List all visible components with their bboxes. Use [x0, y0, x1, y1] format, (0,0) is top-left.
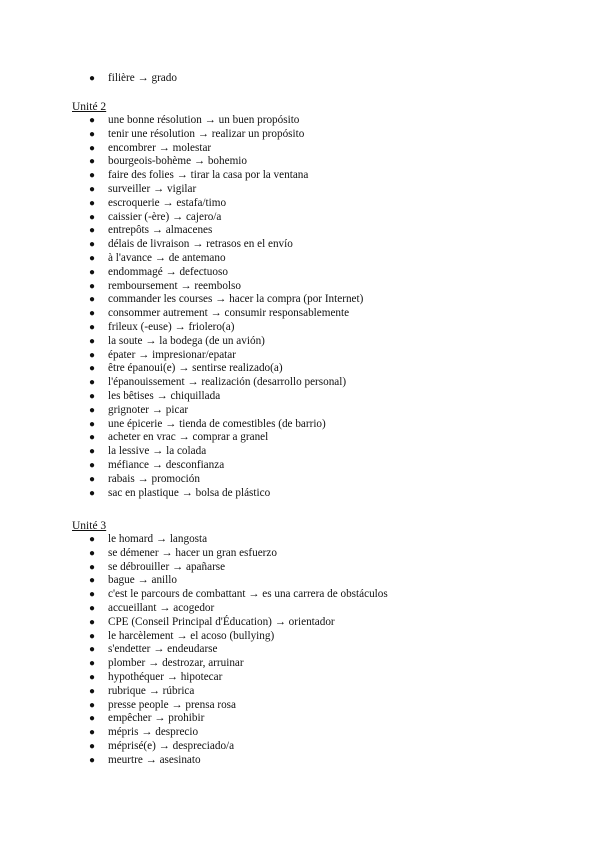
unit3-heading: Unité 3 [72, 520, 107, 532]
bullet-icon: ● [88, 644, 96, 656]
vocab-entry-text: empêcher → prohibir [108, 712, 205, 725]
vocab-item [0, 431, 363, 445]
bullet-icon: ● [88, 142, 96, 154]
vocab-entry-text: plomber → destrozar, arruinar [108, 657, 244, 670]
vocab-entry-text: rubrique → rúbrica [108, 684, 195, 697]
vocab-item [0, 602, 388, 616]
vocab-entry-text: CPE (Conseil Principal d'Éducation) → orientador [108, 615, 335, 628]
bullet-icon: ● [88, 211, 96, 223]
bullet-icon: ● [88, 294, 96, 306]
vocab-entry-text: méprisé(e) → despreciado/a [108, 739, 235, 752]
vocab-entry-text: surveiller → vigilar [108, 182, 197, 195]
vocab-entry-text: presse people → prensa rosa [108, 698, 236, 711]
bullet-icon: ● [88, 547, 96, 559]
bullet-icon: ● [88, 589, 96, 601]
vocab-item [0, 699, 388, 713]
bullet-icon: ● [88, 239, 96, 251]
vocab-entry-text: rabais → promoción [108, 472, 200, 485]
vocab-entry-text: accueillant → acogedor [108, 601, 215, 614]
vocab-entry-text: épater → impresionar/epatar [108, 348, 236, 361]
bullet-icon: ● [88, 671, 96, 683]
vocab-item [0, 671, 388, 685]
vocab-entry-text: c'est le parcours de combattant → es una carrera de obstáculos [108, 588, 388, 601]
vocab-item [0, 473, 363, 487]
vocab-entry-text: remboursement → reembolso [108, 279, 241, 292]
bullet-icon: ● [88, 390, 96, 402]
vocab-item [0, 128, 363, 142]
vocab-entry-text: être épanoui(e) → sentirse realizado(a) [108, 362, 283, 375]
vocab-item [0, 445, 363, 459]
vocab-item [0, 754, 388, 768]
vocab-entry-text: à l'avance → de antemano [108, 251, 226, 264]
vocab-item [0, 114, 363, 128]
vocab-item [0, 321, 363, 335]
vocab-item [0, 72, 177, 86]
bullet-icon: ● [88, 335, 96, 347]
vocab-item [0, 404, 363, 418]
vocab-entry-text: encombrer → molestar [108, 141, 212, 154]
bullet-icon: ● [88, 266, 96, 278]
vocab-entry-text: s'endetter → endeudarse [108, 643, 218, 656]
bullet-icon: ● [88, 321, 96, 333]
vocab-item [0, 349, 363, 363]
vocab-entry-text: acheter en vrac → comprar a granel [108, 431, 269, 444]
vocab-item [0, 335, 363, 349]
vocab-entry-text: la lessive → la colada [108, 445, 207, 458]
vocab-item [0, 169, 363, 183]
vocab-entry-text: méfiance → desconfianza [108, 458, 225, 471]
vocab-entry-text: caissier (-ère) → cajero/a [108, 210, 222, 223]
vocab-item [0, 197, 363, 211]
vocab-item [0, 390, 363, 404]
vocab-item [0, 376, 363, 390]
vocab-entry-text: grignoter → picar [108, 403, 189, 416]
vocab-list-unit2 [0, 114, 363, 500]
bullet-icon: ● [88, 616, 96, 628]
vocab-entry-text: commander les courses → hacer la compra (por Internet) [108, 293, 364, 306]
bullet-icon: ● [88, 534, 96, 545]
vocab-entry-text: escroquerie → estafa/timo [108, 196, 227, 209]
vocab-entry-text: bourgeois-bohème → bohemio [108, 155, 247, 168]
vocab-entry-text: meurtre → asesinato [108, 753, 201, 766]
vocab-item [0, 561, 388, 575]
vocab-entry-text: délais de livraison → retrasos en el envío [108, 238, 293, 251]
bullet-icon: ● [88, 575, 96, 587]
vocab-item [0, 574, 388, 588]
vocab-item [0, 685, 388, 699]
bullet-icon: ● [88, 446, 96, 458]
bullet-icon: ● [88, 308, 96, 320]
vocab-entry-text: bague → anillo [108, 574, 177, 587]
vocab-entry-text: les bêtises → chiquillada [108, 389, 221, 402]
bullet-icon: ● [88, 197, 96, 209]
bullet-icon: ● [88, 685, 96, 697]
bullet-icon: ● [88, 602, 96, 614]
bullet-icon: ● [88, 128, 96, 140]
vocab-entry-text: l'épanouissement → realización (desarrollo personal) [108, 376, 347, 389]
vocab-item [0, 487, 363, 501]
vocab-item [0, 280, 363, 294]
bullet-icon: ● [88, 252, 96, 264]
bullet-icon: ● [88, 699, 96, 711]
bullet-icon: ● [88, 377, 96, 389]
vocab-item [0, 224, 363, 238]
vocab-entry-text: le harcèlement → el acoso (bullying) [108, 629, 275, 642]
vocab-list-unit3 [0, 533, 388, 768]
vocab-item [0, 266, 363, 280]
bullet-icon: ● [88, 754, 96, 766]
bullet-icon: ● [88, 73, 96, 84]
vocab-item [0, 155, 363, 169]
vocab-entry-text: filière → grado [108, 72, 177, 84]
bullet-icon: ● [88, 459, 96, 471]
bullet-icon: ● [88, 630, 96, 642]
bullet-icon: ● [88, 225, 96, 237]
bullet-icon: ● [88, 658, 96, 670]
vocab-entry-text: hypothéquer → hipotecar [108, 670, 223, 683]
bullet-icon: ● [88, 183, 96, 195]
vocab-entry-text: faire des folies → tirar la casa por la ventana [108, 169, 309, 182]
vocab-item [0, 142, 363, 156]
vocab-entry-text: le homard → langosta [108, 533, 208, 545]
vocab-item [0, 643, 388, 657]
vocab-item [0, 307, 363, 321]
vocab-item [0, 547, 388, 561]
vocab-entry-text: une épicerie → tienda de comestibles (de barrio) [108, 417, 326, 430]
vocab-entry-text: une bonne résolution → un buen propósito [108, 114, 300, 126]
bullet-icon: ● [88, 363, 96, 375]
bullet-icon: ● [88, 473, 96, 485]
bullet-icon: ● [88, 115, 96, 126]
vocab-entry-text: mépris → desprecio [108, 726, 199, 739]
bullet-icon: ● [88, 170, 96, 182]
vocab-entry-text: entrepôts → almacenes [108, 224, 213, 237]
vocab-item [0, 712, 388, 726]
vocab-entry-text: se débrouiller → apañarse [108, 560, 226, 573]
vocab-entry-text: se démener → hacer un gran esfuerzo [108, 546, 277, 559]
vocab-entry-text: tenir une résolution → realizar un propósito [108, 127, 305, 140]
vocab-item [0, 211, 363, 225]
vocab-item [0, 459, 363, 473]
bullet-icon: ● [88, 280, 96, 292]
bullet-icon: ● [88, 740, 96, 752]
bullet-icon: ● [88, 156, 96, 168]
vocab-entry-text: endommagé → defectuoso [108, 265, 228, 278]
bullet-icon: ● [88, 418, 96, 430]
vocab-item [0, 362, 363, 376]
bullet-icon: ● [88, 727, 96, 739]
bullet-icon: ● [88, 561, 96, 573]
bullet-icon: ● [88, 487, 96, 499]
vocab-item [0, 238, 363, 252]
bullet-icon: ● [88, 349, 96, 361]
bullet-icon: ● [88, 432, 96, 444]
vocab-item [0, 183, 363, 197]
vocab-item [0, 588, 388, 602]
vocab-list-unit1-tail [0, 72, 177, 86]
vocab-entry-text: sac en plastique → bolsa de plástico [108, 486, 271, 499]
bullet-icon: ● [88, 404, 96, 416]
bullet-icon: ● [88, 713, 96, 725]
vocab-item [0, 740, 388, 754]
vocab-item [0, 533, 388, 547]
vocab-entry-text: la soute → la bodega (de un avión) [108, 334, 265, 347]
vocab-entry-text: frileux (-euse) → friolero(a) [108, 320, 235, 333]
vocab-item [0, 418, 363, 432]
vocab-item [0, 726, 388, 740]
vocab-item [0, 616, 388, 630]
vocab-item [0, 252, 363, 266]
vocab-item [0, 293, 363, 307]
vocab-entry-text: consommer autrement → consumir responsablemente [108, 307, 350, 320]
unit2-heading: Unité 2 [72, 101, 107, 113]
vocab-item [0, 630, 388, 644]
vocab-item [0, 657, 388, 671]
